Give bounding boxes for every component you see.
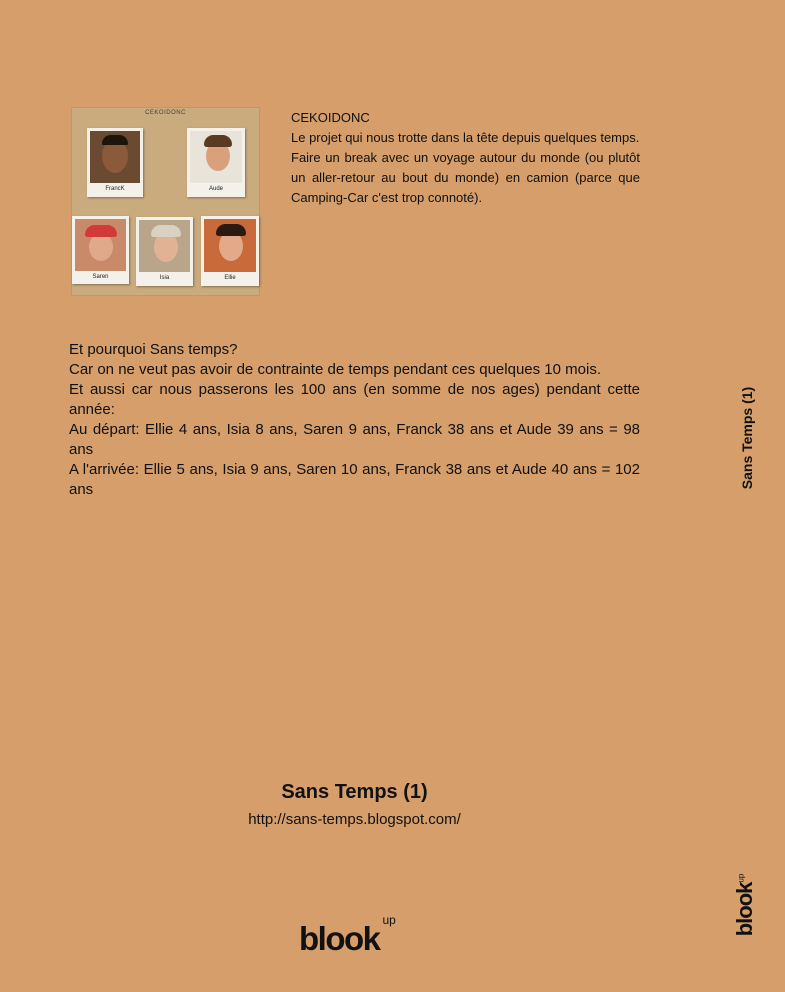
collage-title: CEKOIDONC: [145, 110, 186, 116]
why-line-5: A l'arrivée: Ellie 5 ans, Isia 9 ans, Saren 10 ans, Franck 38 ans et Aude 40 ans = 102 ans: [69, 461, 640, 498]
intro-paragraph-1: Le projet qui nous trotte dans la tête depuis quelques temps.: [291, 130, 640, 145]
book-url: http://sans-temps.blogspot.com/: [248, 811, 461, 828]
intro-paragraph-2: Faire un break avec un voyage autour du monde (ou plutôt un aller-retour au bout du monde) en camion (parce que Camping-Car c'est trop connoté).: [291, 150, 640, 205]
caption-isia: Isia: [159, 275, 170, 281]
photo-isia: [139, 220, 190, 272]
logo-word: blook: [299, 920, 380, 957]
photo-saren: [75, 219, 126, 271]
logo-vertical-sup: up: [736, 873, 746, 883]
logo-vertical-word: blook: [732, 882, 757, 937]
why-line-1: Et pourquoi Sans temps?: [69, 341, 238, 358]
blook-logo-vertical: [728, 871, 762, 939]
photo-franck: [90, 131, 140, 183]
polaroid-franck: [87, 128, 143, 197]
why-line-4: Au départ: Ellie 4 ans, Isia 8 ans, Saren 9 ans, Franck 38 ans et Aude 39 ans = 98 ans: [69, 421, 640, 458]
spine-title: [737, 377, 757, 499]
logo-sup: up: [382, 913, 396, 927]
polaroid-ellie: [201, 216, 259, 286]
spine-title-text: Sans Temps (1): [739, 386, 755, 490]
caption-franck: FrancK: [105, 186, 125, 192]
photo-ellie: [204, 219, 256, 272]
polaroid-saren: [72, 216, 129, 284]
why-section: [69, 340, 640, 500]
intro-text: [291, 108, 640, 208]
why-line-3: Et aussi car nous passerons les 100 ans (en somme de nos ages) pendant cette année:: [69, 381, 640, 418]
logo-vertical-text: [732, 874, 758, 937]
family-photo-collage: [71, 107, 260, 296]
caption-aude: Aude: [208, 186, 223, 192]
caption-saren: Saren: [92, 274, 109, 280]
polaroid-isia: [136, 217, 193, 286]
why-line-2: Car on ne veut pas avoir de contrainte de temps pendant ces quelques 10 mois.: [69, 361, 601, 378]
intro-heading: CEKOIDONC: [291, 110, 370, 125]
caption-ellie: Ellie: [224, 275, 236, 281]
photo-aude: [190, 131, 242, 183]
blook-logo: [299, 900, 396, 959]
polaroid-aude: [187, 128, 245, 197]
book-title: Sans Temps (1): [281, 781, 428, 803]
